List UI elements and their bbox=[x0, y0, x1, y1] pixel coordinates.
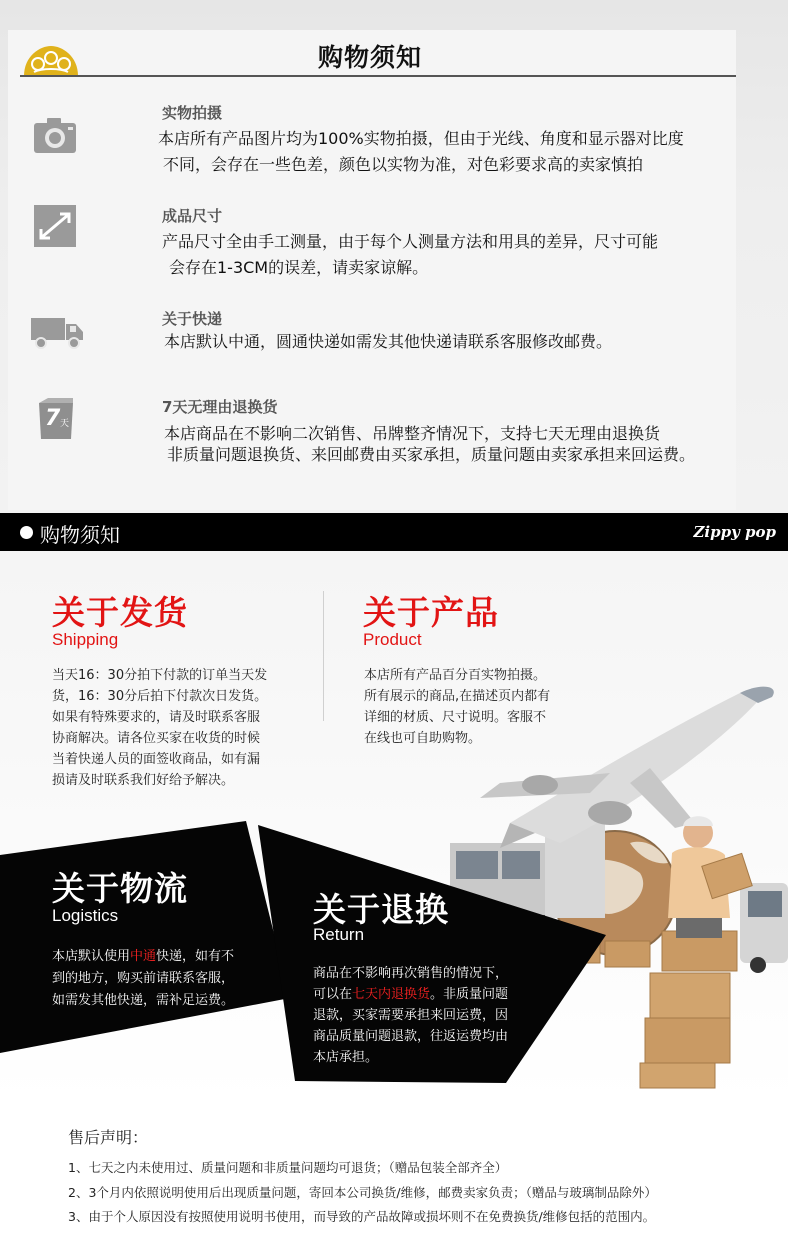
text-line: 当着快递人员的面签收商品，如有漏 bbox=[52, 752, 261, 767]
return-subtitle: Return bbox=[313, 925, 365, 944]
text-line: 当天16：30分拍下付款的订单当天发 bbox=[52, 668, 268, 683]
item-heading-delivery: 关于快递 bbox=[162, 310, 223, 328]
notice-header-bar bbox=[0, 513, 788, 551]
title-divider bbox=[20, 75, 736, 77]
text-line: 到的地方，购买前请联系客服， bbox=[52, 971, 235, 986]
return-title: 关于退换 bbox=[313, 890, 449, 929]
highlight-text: 七天内退换货 bbox=[352, 987, 431, 1002]
truck-icon bbox=[30, 312, 84, 354]
text-line: 协商解决。请各位买家在收货的时候 bbox=[52, 731, 261, 746]
statement-line: 3、由于个人原因没有按照使用说明书使用，而导致的产品故障或损坏则不在免费换货/维修包括的范围内。 bbox=[68, 1209, 656, 1224]
ornament-logo-icon bbox=[20, 42, 82, 76]
bar-title: 购物须知 bbox=[40, 523, 120, 547]
text-line: 本店默认中通，圆通快递如需发其他快递请联系客服修改邮费。 bbox=[164, 332, 613, 351]
item-heading-photo: 实物拍摄 bbox=[162, 104, 223, 122]
statement-line: 1、七天之内未使用过、质量问题和非质量问题均可退货；（赠品包装全部齐全） bbox=[68, 1160, 508, 1175]
shipping-text bbox=[52, 665, 267, 791]
text-line: 商品质量问题退款，往返运费均由 bbox=[313, 1029, 509, 1044]
shopping-notice-section bbox=[0, 0, 788, 513]
logistics-subtitle: Logistics bbox=[52, 906, 119, 925]
product-subtitle: Product bbox=[363, 630, 422, 649]
policy-banner-section bbox=[0, 513, 788, 1103]
van-shape bbox=[740, 883, 788, 973]
bag-number: 7 bbox=[45, 406, 61, 431]
item-text-size bbox=[158, 229, 658, 281]
after-sales-statement bbox=[0, 1103, 788, 1236]
brand-logo-text: Zippy pop bbox=[693, 523, 776, 541]
text-line: 非质量问题退换货、来回邮费由买家承担，质量问题由卖家承担来回运费。 bbox=[167, 445, 696, 464]
text-line: 在线也可自助购物。 bbox=[364, 731, 482, 746]
resize-arrow-icon bbox=[32, 205, 78, 247]
text-line: 会存在1-3CM的误差，请卖家谅解。 bbox=[169, 258, 429, 277]
text-line: 损请及时联系我们好给予解决。 bbox=[52, 773, 235, 788]
camera-icon bbox=[32, 115, 78, 157]
page-title: 购物须知 bbox=[318, 43, 423, 72]
text-segment: 快递，如有不 bbox=[156, 949, 235, 964]
product-title: 关于产品 bbox=[363, 593, 499, 632]
highlight-text: 中通 bbox=[130, 949, 157, 964]
item-text-return bbox=[158, 423, 695, 465]
text-segment: 本店默认使用 bbox=[52, 949, 131, 964]
text-line: 本店所有产品图片均为100%实物拍摄，但由于光线、角度和显示器对比度 bbox=[158, 129, 684, 148]
bag-unit: 天 bbox=[60, 419, 70, 429]
text-line: 本店承担。 bbox=[313, 1050, 379, 1065]
logistics-title: 关于物流 bbox=[52, 869, 188, 908]
item-text-photo bbox=[158, 126, 684, 178]
statement-title: 售后声明： bbox=[68, 1128, 149, 1147]
text-segment: 可以在 bbox=[313, 987, 353, 1002]
statement-line: 2、3个月内依照说明使用后出现质量问题，寄回本公司换货/维修，邮费卖家负责；（赠品与玻璃制品除外） bbox=[68, 1185, 657, 1200]
item-heading-return: 7天无理由退换货 bbox=[162, 398, 278, 416]
text-line: 退款，买家需要承担来回运费，因 bbox=[313, 1008, 509, 1023]
text-segment: 。非质量问题 bbox=[430, 987, 509, 1002]
text-line: 如果有特殊要求的，请及时联系客服 bbox=[52, 710, 261, 725]
column-divider bbox=[323, 591, 324, 721]
text-line: 详细的材质、尺寸说明。客服不 bbox=[364, 710, 547, 725]
return-text bbox=[313, 963, 508, 1068]
logistics-panel-shape bbox=[0, 821, 290, 1053]
shipping-subtitle: Shipping bbox=[52, 630, 119, 649]
text-line: 本店所有产品百分百实物拍摄。 bbox=[364, 668, 547, 683]
text-line: 所有展示的商品,在描述页内都有 bbox=[364, 689, 551, 704]
item-heading-size: 成品尺寸 bbox=[162, 207, 223, 225]
text-line: 本店商品在不影响二次销售、吊牌整齐情况下，支持七天无理由退换货 bbox=[164, 424, 661, 443]
text-line: 不同，会存在一些色差，颜色以实物为准，对色彩要求高的卖家慎拍 bbox=[163, 155, 644, 174]
text-line: 如需发其他快递，需补足运费。 bbox=[52, 993, 235, 1008]
seven-day-bag-icon bbox=[36, 397, 76, 439]
text-line: 产品尺寸全由手工测量，由于每个人测量方法和用具的差异，尺寸可能 bbox=[162, 232, 659, 251]
text-line bbox=[313, 984, 508, 1005]
text-line: 货，16：30分后拍下付款次日发货。 bbox=[52, 689, 268, 704]
bullet-dot bbox=[20, 526, 33, 539]
item-text-delivery bbox=[158, 329, 612, 355]
text-line bbox=[52, 946, 234, 968]
delivery-man-shape bbox=[668, 816, 752, 938]
text-line: 商品在不影响再次销售的情况下， bbox=[313, 966, 509, 981]
shipping-title: 关于发货 bbox=[52, 593, 188, 632]
logistics-text bbox=[52, 946, 234, 1012]
